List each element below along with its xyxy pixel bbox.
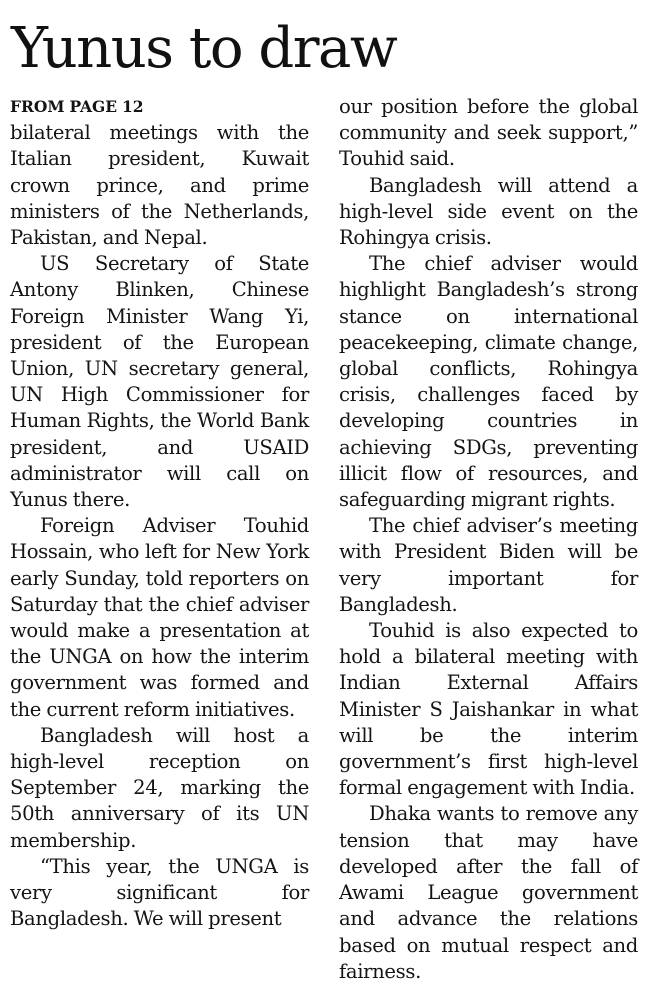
jump-label: FROM PAGE 12 xyxy=(10,97,144,116)
article-paragraph: The chief adviser’s meeting with President Biden will be very important for Bangladesh. xyxy=(339,514,638,616)
article-paragraph: bilateral meetings with the Italian president, Kuwait crown prince, and prime ministers of the Netherlands, Pakistan, and Nepal. xyxy=(10,121,309,250)
article-paragraph: Foreign Adviser Touhid Hossain, who left for New York early Sunday, told reporters on Saturday that the chief adviser would make a presentation at the UNGA on how the interim government was formed and the current reform initiatives. xyxy=(10,514,309,721)
article-paragraph: Bangladesh will host a high-level reception on September 24, marking the 50th anniversary of its UN membership. xyxy=(10,723,309,852)
article-headline: Yunus to draw xyxy=(11,16,397,81)
article-paragraph: our position before the global community and seek support,” Touhid said. xyxy=(339,95,638,171)
article-paragraph: US Secretary of State Antony Blinken, Chinese Foreign Minister Wang Yi, president of the European Union, UN secretary general, UN High Commissioner for Human Rights, the World Bank president, and USAID administrator will call on Yunus there. xyxy=(10,252,309,512)
article-column-left xyxy=(10,94,309,933)
article-paragraph: The chief adviser would highlight Bangladesh’s strong stance on international peacekeeping, climate change, global conflicts, Rohingya crisis, challenges faced by developing countries in achieving SDGs, preventing illicit flow of resources, and safeguarding migrant rights. xyxy=(339,252,638,512)
article-paragraph: “This year, the UNGA is very significant for Bangladesh. We will present xyxy=(10,854,309,931)
article-paragraph: Touhid is also expected to hold a bilateral meeting with Indian External Affairs Minister S Jaishankar in what will be the interim government’s first high-level formal engagement with India. xyxy=(339,619,638,800)
article-column-right xyxy=(339,94,638,985)
article-paragraph: Bangladesh will attend a high-level side event on the Rohingya crisis. xyxy=(339,173,638,250)
article-paragraph: Dhaka wants to remove any tension that may have developed after the fall of Awami League government and advance the relations based on mutual respect and fairness. xyxy=(339,802,638,983)
